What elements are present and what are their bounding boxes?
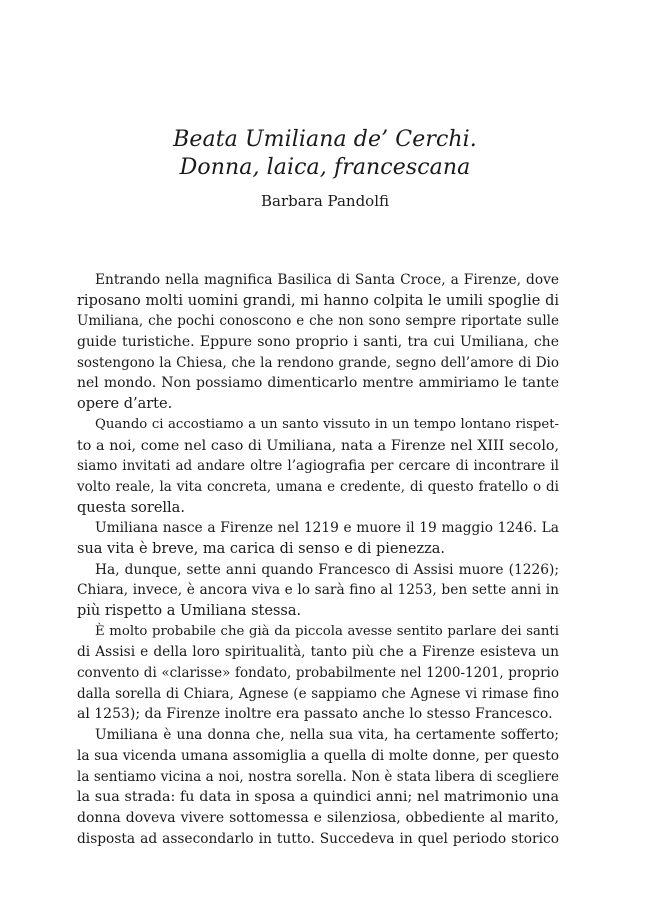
text-line: nel mondo. Non possiamo dimenticarlo mentre ammiriamo le tante (77, 375, 559, 392)
article-title-line-1: Beata Umiliana de’ Cerchi. (173, 127, 477, 152)
article-body (77, 270, 559, 849)
text-line: Chiara, invece, è ancora viva e lo sarà fino al 1253, ben sette anni in (77, 582, 559, 599)
text-line: siamo invitati ad andare oltre l’agiografia per cercare di incontrare il (77, 458, 559, 475)
text-line: Umiliana nasce a Firenze nel 1219 e muore il 19 maggio 1246. La (95, 520, 559, 537)
text-line: sua vita è breve, ma carica di senso e di pienezza. (77, 540, 445, 557)
text-line: Umiliana, che pochi conoscono e che non sono sempre riportate sulle (77, 313, 559, 330)
text-line: la sua vicenda umana assomiglia a quella di molte donne, per questo (77, 747, 559, 764)
text-line: dalla sorella di Chiara, Agnese (e sappiamo che Agnese vi rimase fino (77, 685, 559, 702)
text-line: Entrando nella magnifica Basilica di Santa Croce, a Firenze, dove (95, 272, 559, 288)
text-line: questa sorella. (77, 499, 185, 516)
text-line: Quando ci accostiamo a un santo vissuto in un tempo lontano rispet- (95, 416, 559, 432)
text-line: sostengono la Chiesa, che la rendono grande, segno dell’amore di Dio (77, 354, 559, 371)
text-line: più rispetto a Umiliana stessa. (77, 603, 302, 619)
text-line: donna doveva vivere sottomessa e silenziosa, obbediente al marito, (77, 809, 559, 826)
text-line: al 1253); da Firenze inoltre era passato anche lo stesso Francesco. (77, 706, 553, 723)
text-line: convento di «clarisse» fondato, probabilmente nel 1200-1201, proprio (77, 665, 559, 682)
text-line: di Assisi e della loro spiritualità, tanto più che a Firenze esisteva un (77, 644, 559, 661)
text-line: riposano molti uomini grandi, mi hanno colpita le umili spoglie di (77, 292, 559, 309)
text-line: guide turistiche. Eppure sono proprio i santi, tra cui Umiliana, che (77, 334, 559, 351)
article-author: Barbara Pandolfi (260, 192, 390, 210)
text-line: to a noi, come nel caso di Umiliana, nata a Firenze nel XIII secolo, (77, 437, 559, 454)
text-line: Umiliana è una donna che, nella sua vita, ha certamente sofferto; (95, 727, 559, 744)
text-line: la sua strada: fu data in sposa a quindici anni; nel matrimonio una (77, 789, 559, 806)
text-line: la sentiamo vicina a noi, nostra sorella. Non è stata libera di scegliere (77, 768, 559, 785)
text-line: disposta ad assecondarlo in tutto. Succedeva in quel periodo storico (77, 830, 559, 847)
article-title-line-2: Donna, laica, francescana (179, 155, 471, 180)
text-line: È molto probabile che già da piccola avesse sentito parlare dei santi (95, 623, 559, 639)
text-line: opere d’arte. (77, 396, 173, 413)
text-line: volto reale, la vita concreta, umana e credente, di questo fratello o di (77, 478, 559, 495)
text-line: Ha, dunque, sette anni quando Francesco di Assisi muore (1226); (95, 561, 559, 578)
